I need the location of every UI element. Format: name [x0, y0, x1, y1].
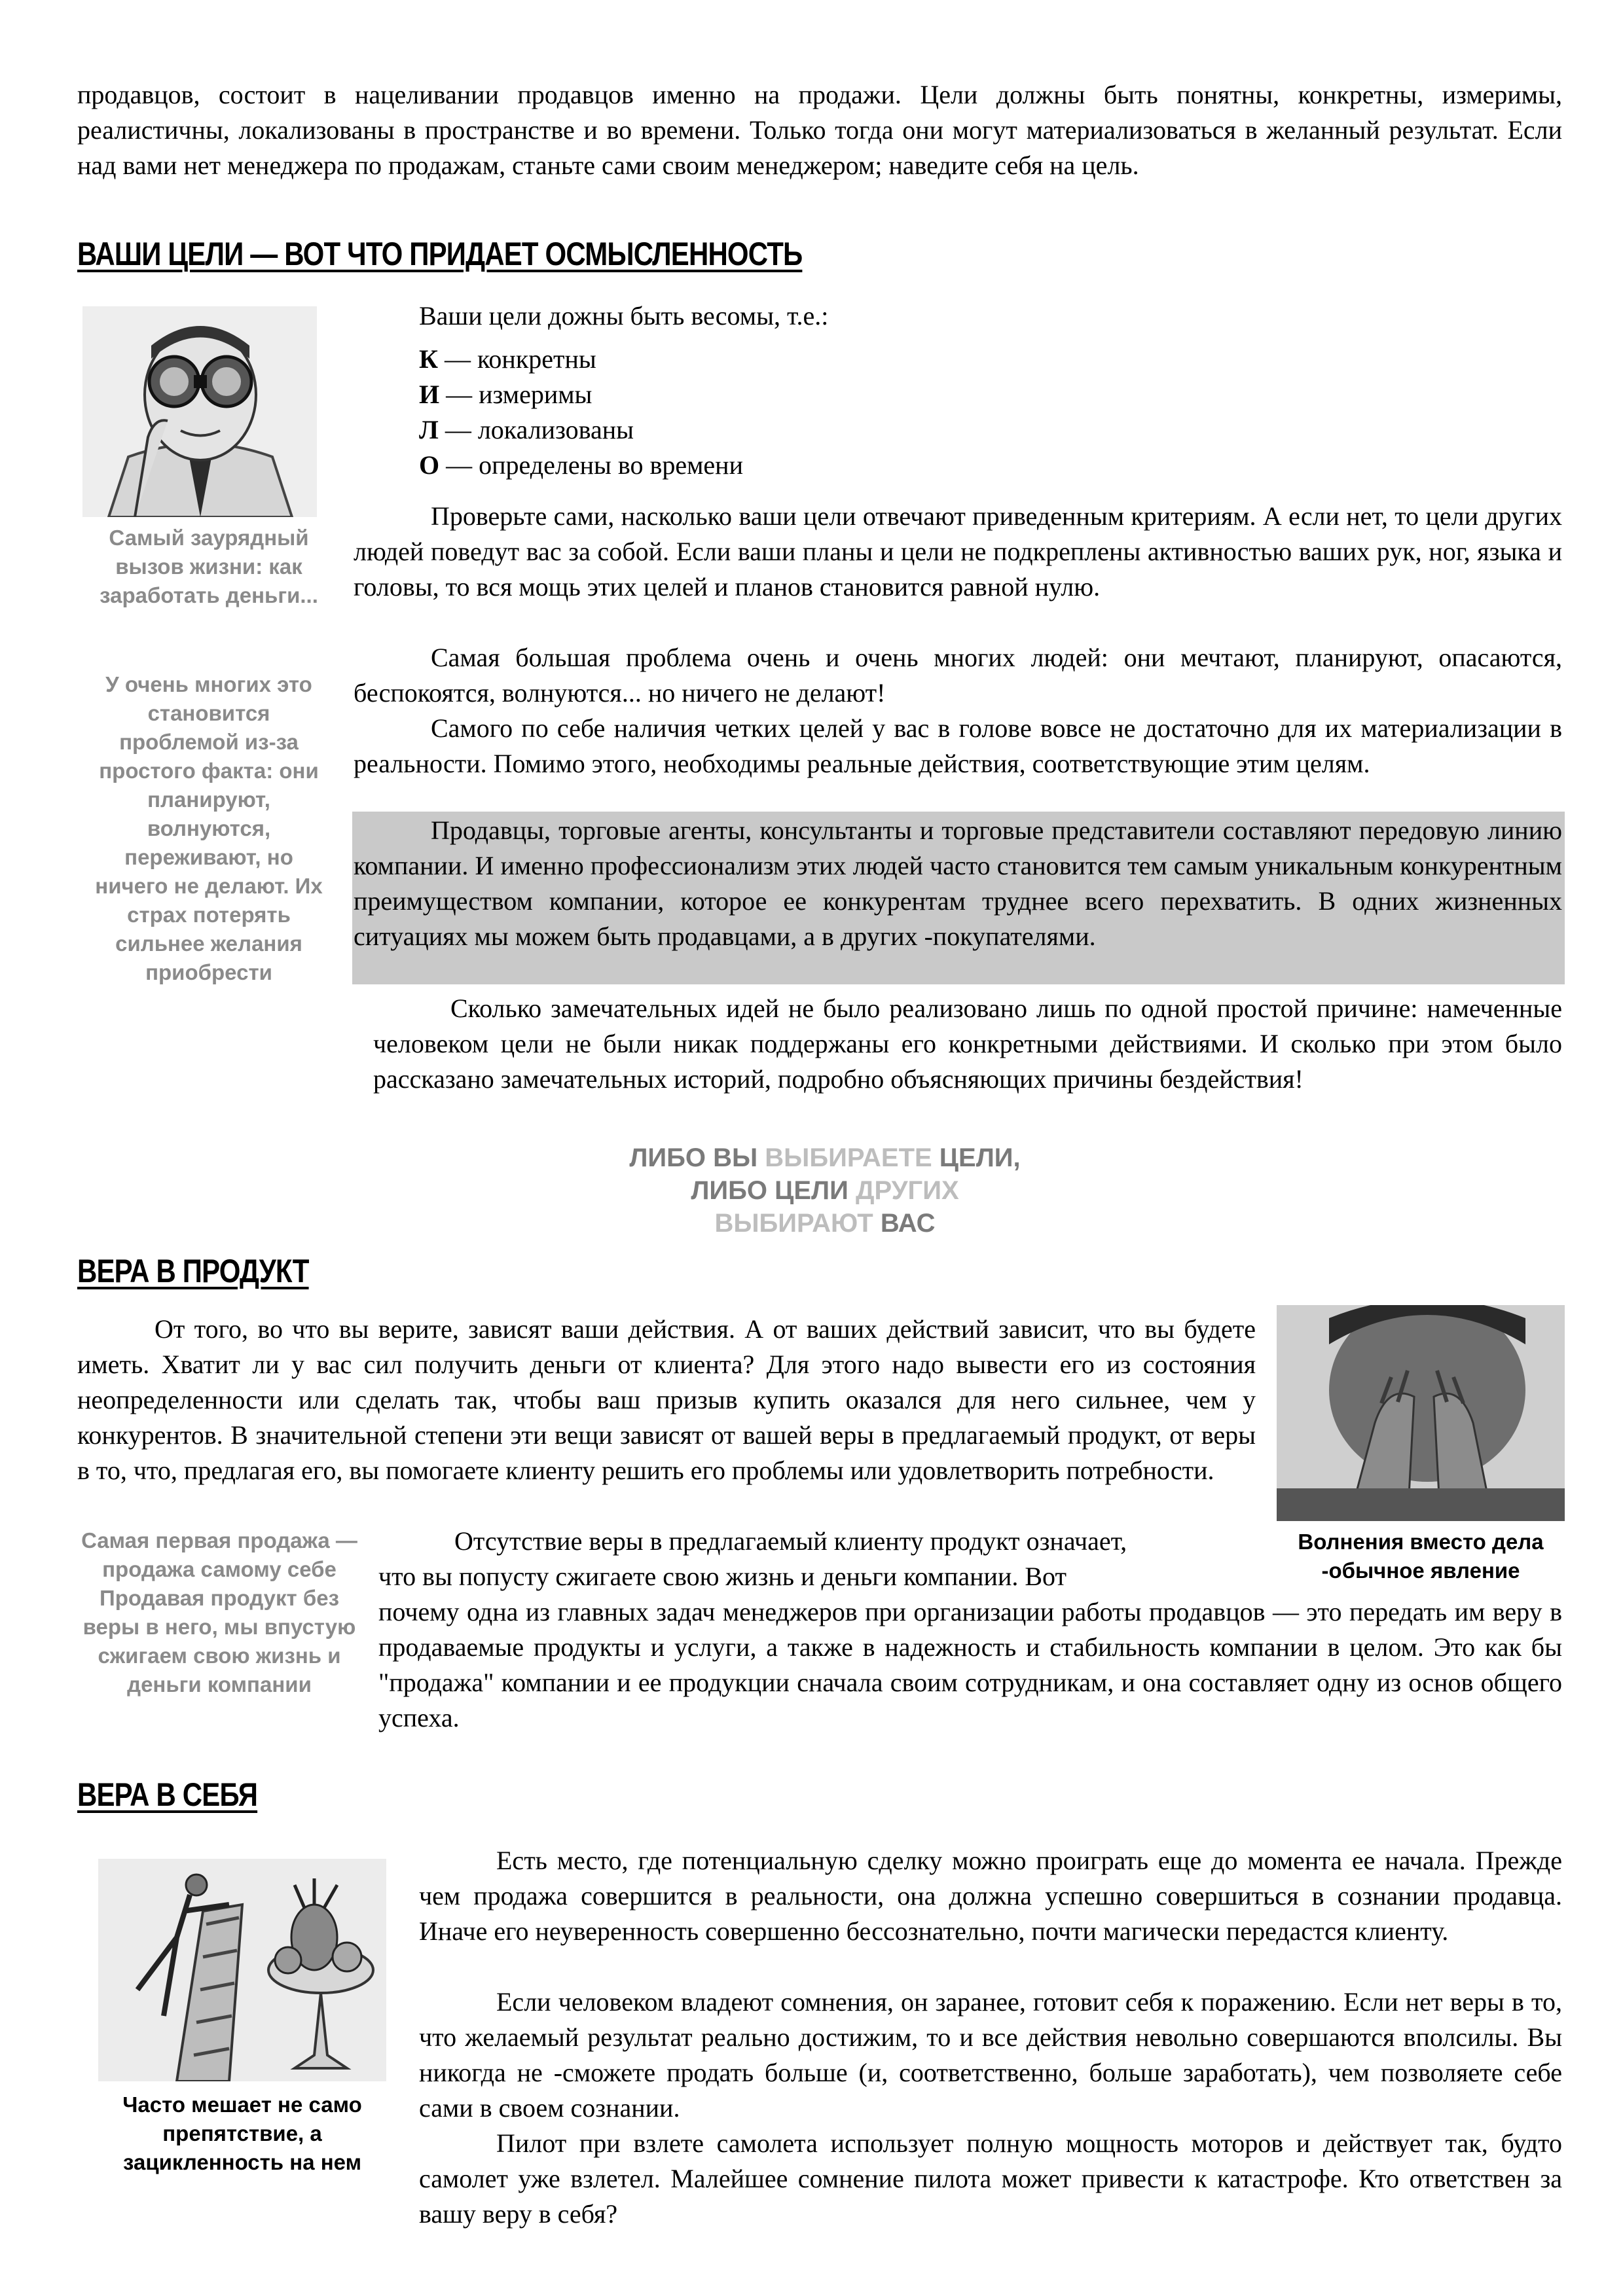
product-paragraph-2-line-1: Отсутствие веры в предлагаемый клиенту продукт означает,	[454, 1526, 1127, 1556]
binoculars-man-image	[82, 306, 317, 517]
criteria-letter: Л	[419, 415, 439, 444]
criteria-letter: И	[419, 380, 440, 409]
criteria-text: — локализованы	[438, 415, 634, 444]
section-heading-product: ВЕРА В ПРОДУКТ	[77, 1253, 309, 1289]
slogan	[498, 1141, 1152, 1240]
slogan-word: ВАС	[880, 1209, 936, 1238]
criteria-text: — конкретны	[438, 344, 596, 374]
self-caption: Часто мешает не само препятствие, а зацикленность на нем	[122, 2092, 362, 2174]
criteria-text: — определены во времени	[439, 450, 743, 480]
goals-paragraph-2: Самая большая проблема очень и очень многих людей: они мечтают, планируют, опасаются, беспокоятся, волнуются... но ничего не делают!	[354, 643, 1562, 708]
slogan-word: ДРУГИХ	[855, 1176, 959, 1205]
slogan-line-1	[498, 1141, 1152, 1174]
criteria-item	[419, 448, 1532, 483]
section-heading-self: ВЕРА В СЕБЯ	[77, 1776, 258, 1813]
criteria-text: — измеримы	[439, 380, 593, 409]
slogan-line-2	[498, 1174, 1152, 1207]
product-caption-right: Волнения вместо дела -обычное явление	[1298, 1530, 1544, 1583]
goals-lead: Ваши цели дожны быть весомы, т.е.:	[419, 301, 829, 331]
goals-paragraph-5: Сколько замечательных идей не было реализовано лишь по одной простой причине: намеченные человеком цели не были никак поддержаны его конкретными действиями. И сколько при этом было рассказано замечательных историй, подробно объясняющих причины бездействия!	[373, 994, 1562, 1094]
slogan-word: ЛИБО ЦЕЛИ	[691, 1176, 856, 1205]
worried-man-icon	[1277, 1305, 1565, 1521]
criteria-item	[419, 377, 1532, 412]
intro-paragraph: продавцов, состоит в нацеливании продавцов именно на продажи. Цели должны быть понятны, конкретны, измеримы, реалистичны, локализованы в пространстве и во времени. Только тогда они могут материализоваться в желанный результат. Если над вами нет менеджера по продажам, станьте сами своим менеджером; наведите себя на цель.	[77, 80, 1562, 180]
obstacle-icon	[98, 1859, 386, 2081]
binoculars-man-icon	[82, 306, 317, 517]
goals-paragraph-1: Проверьте сами, насколько ваши цели отвечают приведенным критериям. А если нет, то цели других людей поведут вас за собой. Если ваши планы и цели не подкреплены активностью ваших рук, ног, языка и головы, то вся мощь этих целей и планов становится равной нулю.	[354, 501, 1562, 601]
self-paragraph-2: Если человеком владеют сомнения, он заранее, готовит себя к поражению. Если нет веры в то, что желаемый результат реально достижим, то и все действия невольно совершаются вполсилы. Вы никогда не -сможете продать больше (и, соответственно, больше заработать), чем позволяете себе сами в своем сознании.	[419, 1987, 1562, 2123]
worried-man-image	[1277, 1305, 1565, 1521]
slogan-word: ЛИБО ВЫ	[629, 1143, 765, 1172]
slogan-line-3	[498, 1207, 1152, 1240]
obstacle-image	[98, 1859, 386, 2081]
section-heading-goals: ВАШИ ЦЕЛИ — ВОТ ЧТО ПРИДАЕТ ОСМЫСЛЕННОСТЬ	[77, 236, 803, 272]
slogan-word: ВЫБИРАЕТЕ	[765, 1143, 932, 1172]
self-paragraph-3: Пилот при взлете самолета использует полную мощность моторов и действует так, будто самолет уже взлетел. Малейшее сомнение пилота может привести к катастрофе. Кто ответствен за вашу веру в себя?	[419, 2128, 1562, 2229]
self-paragraph-1: Есть место, где потенциальную сделку можно проиграть еще до момента ее начала. Прежде чем продажа совершится в реальности, она должна успешно совершиться в сознании продавца. Иначе его неуверенность совершенно бессознательно, почти магически передастся клиенту.	[419, 1846, 1562, 1946]
slogan-word: ВЫБИРАЮТ	[714, 1209, 881, 1238]
criteria-list	[419, 342, 1532, 483]
product-paragraph-2-rest: почему одна из главных задач менеджеров при организации работы продавцов — это передать им веру в продаваемые продукты и услуги, а также в надежность и стабильность компании в целом. Это как бы "продажа" компании и ее продукции сначала своим сотрудникам, и она составляет одну из основ общего успеха.	[378, 1597, 1562, 1732]
goals-caption-1: Самый заурядный вызов жизни: как заработать деньги...	[100, 526, 318, 607]
product-paragraph-1: От того, во что вы верите, зависят ваши действия. А от ваших действий зависит, что вы будете иметь. Хватит ли у вас сил получить деньги от клиента? Для этого надо вывести его из состояния неопределенности или сделать так, чтобы ваш призыв купить оказался для него сильнее, чем у конкурентов. В значительной степени эти вещи зависят от вашей веры в предлагаемый продукт, от веры в то, что, предлагая его, вы помогаете клиенту решить его проблемы или удовлетворить потребности.	[77, 1314, 1256, 1485]
goals-paragraph-3: Самого по себе наличия четких целей у вас в голове вовсе не достаточно для их материализации в реальности. Помимо этого, необходимы реальные действия, соответствующие этим целям.	[354, 713, 1562, 778]
product-paragraph-2-line-2: что вы попусту сжигаете свою жизнь и деньги компании. Вот	[378, 1562, 1067, 1591]
criteria-item	[419, 342, 1532, 377]
criteria-letter: К	[419, 344, 439, 374]
criteria-item	[419, 412, 1532, 448]
criteria-letter: О	[419, 450, 440, 480]
product-caption-left: Самая первая продажа — продажа самому себе Продавая продукт без веры в него, мы впустую сжигаем свою жизнь и деньги компании	[81, 1528, 357, 1696]
goals-caption-2: У очень многих это становится проблемой из-за простого факта: они планируют, волнуются, переживают, но ничего не делают. Их страх потерять сильнее желания приобрести	[95, 672, 323, 984]
slogan-word: ЦЕЛИ,	[932, 1143, 1021, 1172]
goals-paragraph-highlight: Продавцы, торговые агенты, консультанты и торговые представители составляют передовую линию компании. И именно профессионализм этих людей часто становится тем самым уникальным конкурентным преимуществом компании, которое ее конкурентам труднее всего перехватить. В одних жизненных ситуациях мы можем быть продавцами, а в других -покупателями.	[354, 816, 1562, 951]
